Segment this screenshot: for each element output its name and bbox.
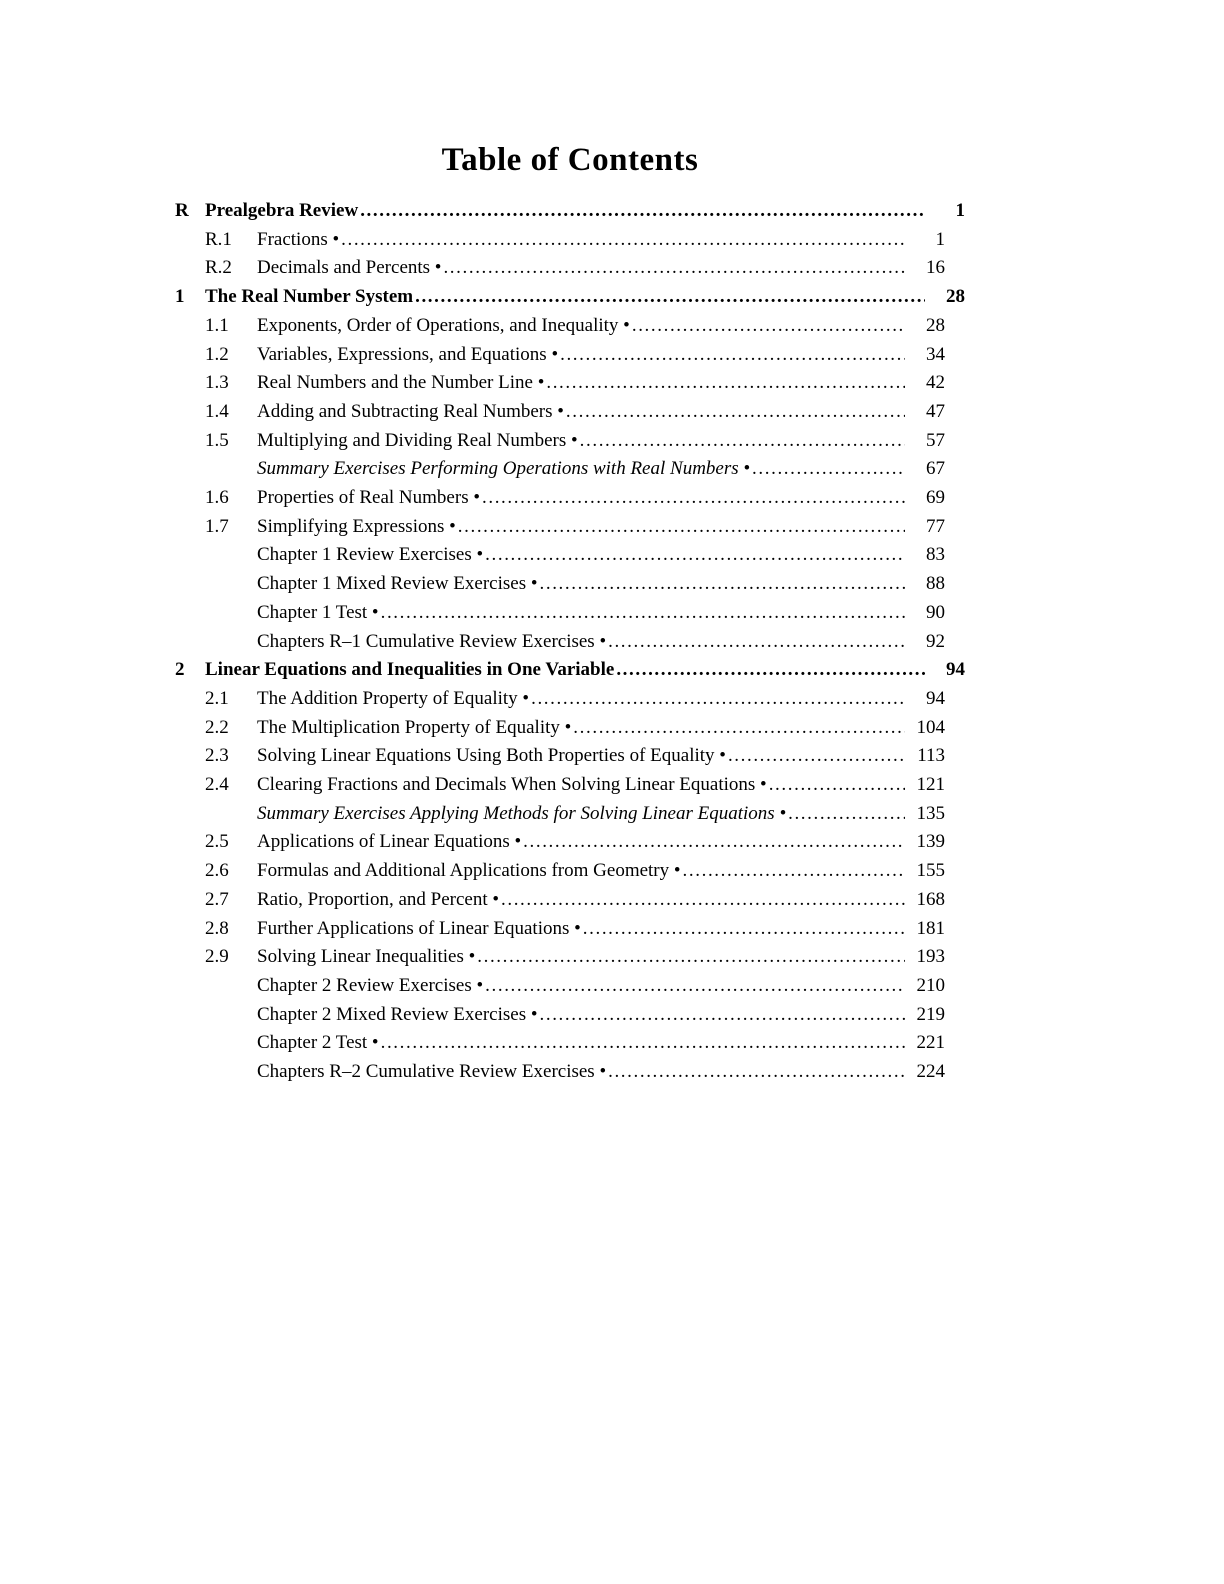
entry-title: Chapter 2 Review Exercises • [257,974,484,996]
dot-leader [583,915,905,944]
entry-number: 2.9 [205,946,229,968]
entry-page: 47 [926,400,945,422]
entry-title: Linear Equations and Inequalities in One Variable [205,659,615,681]
entry-title: Multiplying and Dividing Real Numbers • [257,429,578,451]
toc-entry [175,1001,965,1030]
entry-number: 1 [175,286,185,308]
dot-leader [608,1058,905,1087]
entry-number: 2.2 [205,716,229,738]
entry-title: Solving Linear Equations Using Both Properties of Equality • [257,745,726,767]
entry-number: 1.5 [205,429,229,451]
entry-number: 2.6 [205,860,229,882]
entry-number: 1.2 [205,343,229,365]
entry-title: Formulas and Additional Applications from Geometry • [257,860,681,882]
toc-entry [175,943,965,972]
entry-page: 77 [926,515,945,537]
toc-entry [175,455,965,484]
dot-leader [477,943,905,972]
entry-title: Clearing Fractions and Decimals When Solving Linear Equations • [257,774,767,796]
entry-title: Variables, Expressions, and Equations • [257,343,559,365]
entry-page: 210 [916,974,945,996]
toc-content [175,142,965,1087]
entry-title: Chapters R–2 Cumulative Review Exercises • [257,1061,607,1083]
entry-title: Properties of Real Numbers • [257,487,480,509]
entry-page: 113 [917,745,945,767]
entry-number: 1.3 [205,372,229,394]
toc-entry [175,398,965,427]
entry-number: R.1 [205,228,232,250]
toc-entry [175,226,965,255]
dot-leader [443,254,905,283]
entry-page: 219 [916,1003,945,1025]
entry-number: 2.3 [205,745,229,767]
entry-title: Chapter 2 Test • [257,1032,379,1054]
toc-entry [175,1058,965,1087]
toc-entry [175,656,965,685]
entry-page: 224 [916,1061,945,1083]
dot-leader [360,197,925,226]
entry-title: Applications of Linear Equations • [257,831,522,853]
entry-number: 2.7 [205,888,229,910]
dot-leader [482,484,905,513]
toc-entry [175,685,965,714]
entry-page: 90 [926,601,945,623]
entry-title: Summary Exercises Performing Operations with Real Numbers • [257,458,751,480]
toc-entry [175,570,965,599]
entry-number: 1.1 [205,314,229,336]
dot-leader [540,1001,906,1030]
entry-page: 67 [926,458,945,480]
dot-leader [546,369,905,398]
toc-entry [175,742,965,771]
dot-leader [752,455,905,484]
toc-entry [175,771,965,800]
entry-page: 221 [916,1032,945,1054]
entry-page: 121 [916,774,945,796]
entry-page: 104 [916,716,945,738]
entry-page: 28 [946,286,965,308]
entry-title: Solving Linear Inequalities • [257,946,476,968]
entry-title: Exponents, Order of Operations, and Inequality • [257,314,630,336]
toc-entry [175,312,965,341]
toc-entry [175,427,965,456]
entry-page: 92 [926,630,945,652]
toc-entry [175,254,965,283]
entry-title: Chapter 1 Test • [257,601,379,623]
entry-title: Chapter 1 Mixed Review Exercises • [257,573,538,595]
entry-number: 2.5 [205,831,229,853]
entry-title: Chapter 1 Review Exercises • [257,544,484,566]
dot-leader [560,341,905,370]
toc-entry [175,1029,965,1058]
entry-title: Chapter 2 Mixed Review Exercises • [257,1003,538,1025]
toc-entry [175,628,965,657]
dot-leader [616,656,925,685]
entry-page: 94 [946,659,965,681]
entry-page: 28 [926,314,945,336]
toc-entry [175,886,965,915]
toc-entry [175,800,965,829]
entry-title: Decimals and Percents • [257,257,442,279]
entry-number: 2.1 [205,687,229,709]
dot-leader [485,541,905,570]
entry-page: 181 [916,917,945,939]
entry-title: Adding and Subtracting Real Numbers • [257,400,564,422]
dot-leader [573,714,905,743]
entry-title: Chapters R–1 Cumulative Review Exercises • [257,630,607,652]
dot-leader [580,427,905,456]
toc-entry [175,972,965,1001]
dot-leader [683,857,905,886]
dot-leader [728,742,905,771]
entry-title: The Real Number System [205,286,414,308]
dot-leader [540,570,906,599]
entry-page: 1 [955,200,965,221]
entry-number: 2.8 [205,917,229,939]
dot-leader [458,513,905,542]
entry-page: 139 [916,831,945,853]
toc-entry [175,599,965,628]
toc-entry [175,197,965,226]
dot-leader [381,599,905,628]
dot-leader [608,628,905,657]
toc-entry [175,857,965,886]
toc-entry [175,341,965,370]
toc-entry [175,369,965,398]
entry-title: Ratio, Proportion, and Percent • [257,888,499,910]
dot-leader [566,398,905,427]
dot-leader [788,800,905,829]
page-title: Table of Contents [441,142,699,178]
toc-entry [175,283,965,312]
entry-page: 57 [926,429,945,451]
entry-number: R.2 [205,257,232,279]
entry-page: 168 [916,888,945,910]
entry-number: 1.6 [205,487,229,509]
entry-title: Prealgebra Review [205,200,359,221]
entry-page: 135 [916,802,945,824]
entry-page: 83 [926,544,945,566]
dot-leader [381,1029,905,1058]
toc-entry [175,828,965,857]
entry-title: Fractions • [257,228,340,250]
dot-leader [769,771,905,800]
toc-list [175,197,965,1087]
toc-entry [175,541,965,570]
dot-leader [415,283,925,312]
entry-number: 2.4 [205,774,229,796]
entry-number: 1.7 [205,515,229,537]
entry-title: The Multiplication Property of Equality • [257,716,572,738]
entry-number: 1.4 [205,400,229,422]
entry-title: The Addition Property of Equality • [257,687,530,709]
dot-leader [632,312,905,341]
toc-entry [175,915,965,944]
dot-leader [523,828,905,857]
entry-page: 94 [926,687,945,709]
entry-title: Real Numbers and the Number Line • [257,372,545,394]
entry-page: 42 [926,372,945,394]
dot-leader [485,972,905,1001]
toc-entry [175,513,965,542]
entry-page: 69 [926,487,945,509]
entry-page: 193 [916,946,945,968]
toc-entry [175,484,965,513]
toc-entry [175,714,965,743]
entry-page: 16 [926,257,945,279]
dot-leader [341,226,905,255]
entry-number: 2 [175,659,185,681]
dot-leader [531,685,905,714]
dot-leader [501,886,905,915]
entry-title: Simplifying Expressions • [257,515,456,537]
entry-title: Summary Exercises Applying Methods for Solving Linear Equations • [257,802,787,824]
entry-page: 155 [916,860,945,882]
entry-page: 88 [926,573,945,595]
entry-page: 34 [926,343,945,365]
entry-page: 1 [935,228,945,250]
entry-title: Further Applications of Linear Equations • [257,917,581,939]
entry-number: R [175,200,189,221]
